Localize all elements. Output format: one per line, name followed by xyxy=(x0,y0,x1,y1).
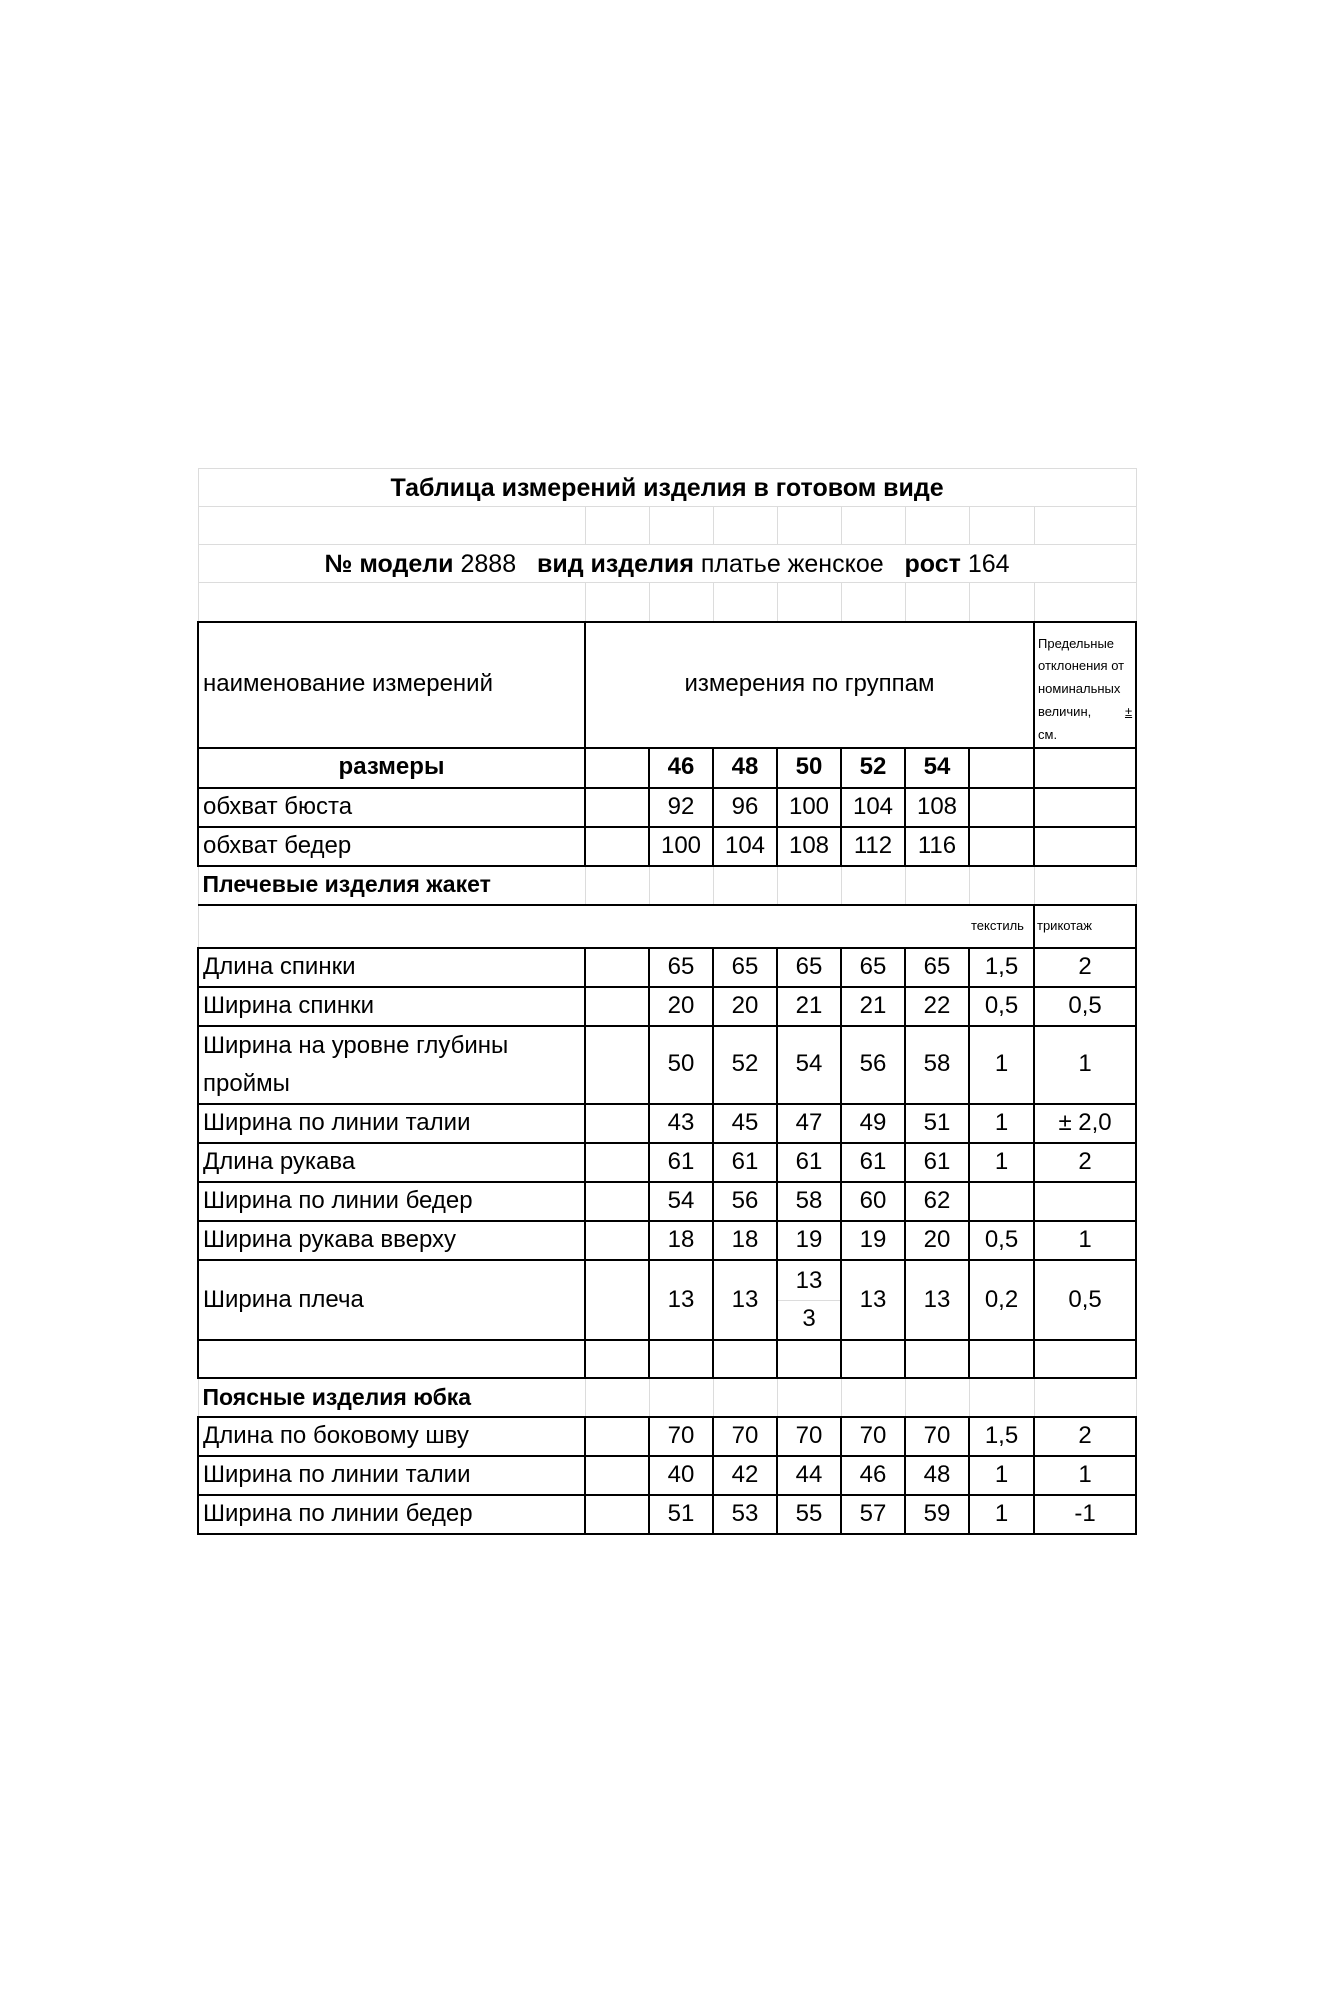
row-name: Длина по боковому шву xyxy=(198,1417,585,1456)
tolerance-subheader-row xyxy=(198,905,1136,948)
value-cell: 70 xyxy=(841,1417,905,1456)
value-cell: 20 xyxy=(649,987,713,1026)
grid-cell[interactable] xyxy=(777,583,841,622)
table-row xyxy=(198,1456,1136,1495)
wrapped-line: 13 xyxy=(778,1262,840,1301)
value-cell: 50 xyxy=(649,1026,713,1105)
value-cell: 22 xyxy=(905,987,969,1026)
grid-cell[interactable] xyxy=(1034,583,1136,622)
empty-cell xyxy=(585,1143,649,1182)
textile-tolerance: 1 xyxy=(969,1026,1034,1105)
tolerance-textile-label: текстиль xyxy=(969,905,1034,948)
table-row xyxy=(198,1104,1136,1143)
textile-tolerance xyxy=(969,1182,1034,1221)
knit-tolerance: 1 xyxy=(1034,1221,1136,1260)
tolerance-text: величин, xyxy=(1038,703,1092,719)
height-label: рост xyxy=(904,549,961,578)
value-cell: 44 xyxy=(777,1456,841,1495)
section-title-skirt: Поясные изделия юбка xyxy=(198,1378,585,1417)
value-cell: 18 xyxy=(649,1221,713,1260)
sheet-title: Таблица измерений изделия в готовом виде xyxy=(198,469,1136,507)
height-value: 164 xyxy=(967,549,1010,578)
tolerance-line: см. xyxy=(1038,726,1058,742)
value-cell: 61 xyxy=(777,1143,841,1182)
value-cell: 20 xyxy=(713,987,777,1026)
measurement-sheet xyxy=(197,468,1135,1535)
row-name: обхват бюста xyxy=(198,788,585,827)
grid-cell[interactable] xyxy=(198,507,585,545)
grid-cell[interactable] xyxy=(841,507,905,545)
empty-cell xyxy=(1034,827,1136,866)
grid-cell[interactable] xyxy=(969,583,1034,622)
value-cell: 56 xyxy=(713,1182,777,1221)
empty-cell xyxy=(649,1340,713,1378)
value-cell: 45 xyxy=(713,1104,777,1143)
tolerance-line: номинальных xyxy=(1038,681,1121,696)
grid-cell[interactable] xyxy=(969,507,1034,545)
value-cell: 112 xyxy=(841,827,905,866)
grid-cell[interactable] xyxy=(649,583,713,622)
empty-cell xyxy=(585,1182,649,1221)
grid-cell[interactable] xyxy=(713,507,777,545)
size-50: 50 xyxy=(777,748,841,788)
grid-cell[interactable] xyxy=(905,507,969,545)
row-name: Ширина на уровне глубины проймы xyxy=(198,1026,585,1105)
value-cell: 61 xyxy=(841,1143,905,1182)
value-cell: 108 xyxy=(777,827,841,866)
empty-cell xyxy=(841,1340,905,1378)
value-cell: 100 xyxy=(777,788,841,827)
knit-tolerance: 2 xyxy=(1034,1417,1136,1456)
row-name: Ширина рукава вверху xyxy=(198,1221,585,1260)
value-cell: 49 xyxy=(841,1104,905,1143)
value-cell: 61 xyxy=(905,1143,969,1182)
value-cell: 54 xyxy=(777,1026,841,1105)
empty-cell xyxy=(713,1340,777,1378)
table-row xyxy=(198,948,1136,987)
knit-tolerance xyxy=(1034,1182,1136,1221)
sizes-label: размеры xyxy=(198,748,585,788)
value-cell: 104 xyxy=(841,788,905,827)
value-cell: 65 xyxy=(905,948,969,987)
value-cell: 58 xyxy=(777,1182,841,1221)
table-row xyxy=(198,1495,1136,1534)
value-cell: 62 xyxy=(905,1182,969,1221)
table-row xyxy=(198,788,1136,827)
grid-cell[interactable] xyxy=(841,583,905,622)
empty-cell xyxy=(198,905,969,948)
model-info xyxy=(198,545,1136,583)
knit-tolerance: 2 xyxy=(1034,1143,1136,1182)
empty-cell xyxy=(969,827,1034,866)
row-name: Ширина по линии талии xyxy=(198,1456,585,1495)
empty-cell xyxy=(1034,748,1136,788)
row-name: Ширина по линии бедер xyxy=(198,1182,585,1221)
value-cell: 58 xyxy=(905,1026,969,1105)
textile-tolerance: 1,5 xyxy=(969,1417,1034,1456)
value-cell: 52 xyxy=(713,1026,777,1105)
measurement-table xyxy=(197,468,1137,1535)
value-cell: 70 xyxy=(713,1417,777,1456)
value-cell: 21 xyxy=(777,987,841,1026)
value-cell: 104 xyxy=(713,827,777,866)
textile-tolerance: 1,5 xyxy=(969,948,1034,987)
value-cell: 43 xyxy=(649,1104,713,1143)
value-cell: 70 xyxy=(649,1417,713,1456)
knit-tolerance: 2 xyxy=(1034,948,1136,987)
blank-row xyxy=(198,583,1136,622)
empty-cell xyxy=(1034,788,1136,827)
grid-cell[interactable] xyxy=(585,583,649,622)
empty-cell xyxy=(905,1340,969,1378)
value-cell: 13 xyxy=(905,1260,969,1340)
empty-cell xyxy=(585,948,649,987)
empty-cell xyxy=(585,1104,649,1143)
grid-cell[interactable] xyxy=(1034,507,1136,545)
value-cell: 19 xyxy=(841,1221,905,1260)
value-cell: 70 xyxy=(905,1417,969,1456)
table-row xyxy=(198,1417,1136,1456)
empty-cell xyxy=(585,1026,649,1105)
size-46: 46 xyxy=(649,748,713,788)
value-cell: 57 xyxy=(841,1495,905,1534)
value-cell: 92 xyxy=(649,788,713,827)
row-name: Ширина по линии бедер xyxy=(198,1495,585,1534)
grid-cell[interactable] xyxy=(777,507,841,545)
section-title-jacket: Плечевые изделия жакет xyxy=(198,866,585,905)
tolerance-line: Предельные xyxy=(1038,635,1115,651)
value-cell: 65 xyxy=(777,948,841,987)
value-cell: 56 xyxy=(841,1026,905,1105)
value-cell: 55 xyxy=(777,1495,841,1534)
grid-cell[interactable] xyxy=(585,507,649,545)
tolerance-line: отклонения от xyxy=(1038,658,1125,674)
value-cell: 20 xyxy=(905,1221,969,1260)
textile-tolerance: 1 xyxy=(969,1495,1034,1534)
textile-tolerance: 1 xyxy=(969,1143,1034,1182)
row-name: Длина рукава xyxy=(198,1143,585,1182)
value-cell: 65 xyxy=(713,948,777,987)
value-cell: 108 xyxy=(905,788,969,827)
value-cell: 51 xyxy=(649,1495,713,1534)
value-cell: 13 xyxy=(713,1260,777,1340)
value-cell-wrapped xyxy=(777,1260,841,1340)
empty-cell xyxy=(585,987,649,1026)
header-tolerance xyxy=(1034,622,1136,748)
empty-cell xyxy=(585,1221,649,1260)
value-cell: 40 xyxy=(649,1456,713,1495)
value-cell: 54 xyxy=(649,1182,713,1221)
model-label: № модели xyxy=(324,549,454,578)
empty-cell xyxy=(585,1417,649,1456)
empty-cell xyxy=(585,748,649,788)
knit-tolerance: 0,5 xyxy=(1034,1260,1136,1340)
grid-cell[interactable] xyxy=(198,583,585,622)
table-row xyxy=(198,827,1136,866)
empty-cell xyxy=(585,1260,649,1340)
grid-cell[interactable] xyxy=(649,507,713,545)
knit-tolerance: 1 xyxy=(1034,1456,1136,1495)
value-cell: 46 xyxy=(841,1456,905,1495)
textile-tolerance: 1 xyxy=(969,1456,1034,1495)
wrapped-line: 3 xyxy=(802,1305,816,1333)
grid-cell[interactable] xyxy=(713,583,777,622)
empty-cell xyxy=(969,788,1034,827)
empty-cell xyxy=(777,1340,841,1378)
blank-row xyxy=(198,507,1136,545)
table-row xyxy=(198,1143,1136,1182)
row-name: Ширина спинки xyxy=(198,987,585,1026)
empty-cell xyxy=(585,1495,649,1534)
empty-cell xyxy=(585,827,649,866)
table-row xyxy=(198,987,1136,1026)
empty-cell xyxy=(585,1340,649,1378)
row-name: Длина спинки xyxy=(198,948,585,987)
empty-cell xyxy=(198,1340,585,1378)
value-cell: 47 xyxy=(777,1104,841,1143)
value-cell: 61 xyxy=(713,1143,777,1182)
row-name: Ширина по линии талии xyxy=(198,1104,585,1143)
value-cell: 59 xyxy=(905,1495,969,1534)
empty-cell xyxy=(585,1456,649,1495)
header-name: наименование измерений xyxy=(198,622,585,748)
model-number: 2888 xyxy=(460,549,517,578)
value-cell: 116 xyxy=(905,827,969,866)
sizes-row xyxy=(198,748,1136,788)
plus-minus-sign: ± xyxy=(1124,703,1133,719)
table-row xyxy=(198,1026,1136,1105)
knit-tolerance: 1 xyxy=(1034,1026,1136,1105)
size-52: 52 xyxy=(841,748,905,788)
product-type-label: вид изделия xyxy=(536,549,694,578)
value-cell: 18 xyxy=(713,1221,777,1260)
knit-tolerance: 0,5 xyxy=(1034,987,1136,1026)
value-cell: 96 xyxy=(713,788,777,827)
value-cell: 100 xyxy=(649,827,713,866)
textile-tolerance: 0,5 xyxy=(969,1221,1034,1260)
value-cell: 19 xyxy=(777,1221,841,1260)
value-cell: 53 xyxy=(713,1495,777,1534)
table-row xyxy=(198,1221,1136,1260)
value-cell: 65 xyxy=(649,948,713,987)
value-cell: 21 xyxy=(841,987,905,1026)
textile-tolerance: 1 xyxy=(969,1104,1034,1143)
value-cell: 65 xyxy=(841,948,905,987)
tolerance-knit-label: трикотаж xyxy=(1034,905,1136,948)
row-name: Ширина плеча xyxy=(198,1260,585,1340)
textile-tolerance: 0,5 xyxy=(969,987,1034,1026)
empty-cell xyxy=(969,748,1034,788)
table-row xyxy=(198,1182,1136,1221)
textile-tolerance: 0,2 xyxy=(969,1260,1034,1340)
header-groups: измерения по группам xyxy=(585,622,1034,748)
size-54: 54 xyxy=(905,748,969,788)
value-cell: 61 xyxy=(649,1143,713,1182)
table-row xyxy=(198,1260,1136,1340)
product-type: платье женское xyxy=(700,549,884,578)
size-48: 48 xyxy=(713,748,777,788)
empty-cell xyxy=(1034,1340,1136,1378)
empty-cell xyxy=(585,788,649,827)
blank-row xyxy=(198,1340,1136,1378)
knit-tolerance: -1 xyxy=(1034,1495,1136,1534)
value-cell: 70 xyxy=(777,1417,841,1456)
value-cell: 42 xyxy=(713,1456,777,1495)
tolerance-line xyxy=(1038,701,1135,724)
value-cell: 13 xyxy=(649,1260,713,1340)
section-row xyxy=(198,1378,1136,1417)
empty-cell xyxy=(969,1340,1034,1378)
row-name: обхват бедер xyxy=(198,827,585,866)
value-cell: 60 xyxy=(841,1182,905,1221)
value-cell: 13 xyxy=(841,1260,905,1340)
value-cell: 51 xyxy=(905,1104,969,1143)
knit-tolerance: ± 2,0 xyxy=(1034,1104,1136,1143)
grid-cell[interactable] xyxy=(905,583,969,622)
value-cell: 48 xyxy=(905,1456,969,1495)
section-row xyxy=(198,866,1136,905)
